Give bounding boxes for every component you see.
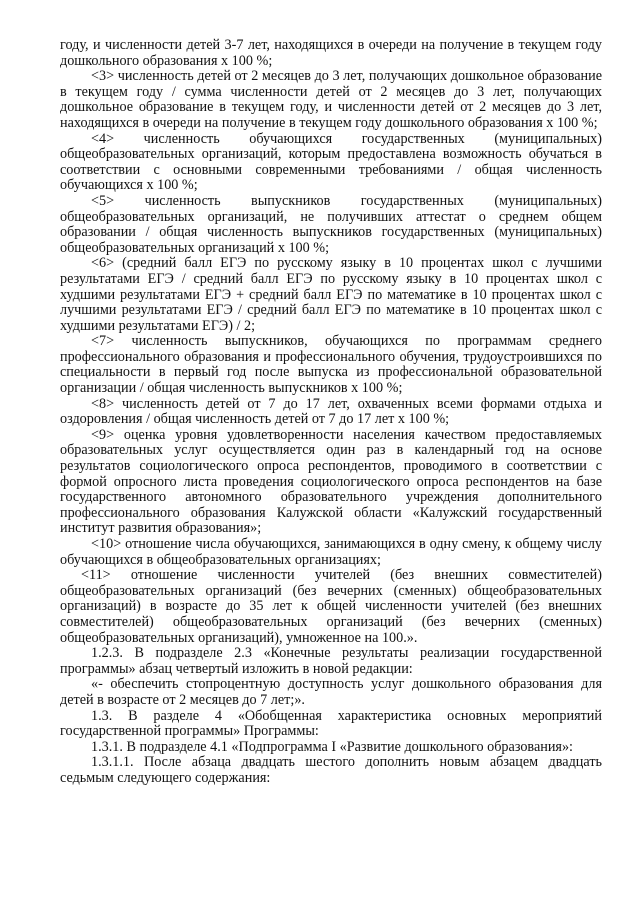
clause-1-2-3-quote: «- обеспечить стопроцентную доступность услуг дошкольного образования для детей в возрасте от 2 месяцев до 7 лет;». xyxy=(60,676,602,708)
footnote-3: <3> численность детей от 2 месяцев до 3 лет, получающих дошкольное образование в текущем году / сумма численности детей от 2 месяцев до 3 лет, получающих дошкольное образование в текущем году, и численности детей от 2 месяцев до 3 лет, находящихся в очереди на получение в текущем году дошкольного образования х 100 %; xyxy=(60,68,602,131)
clause-1-3: 1.3. В разделе 4 «Обобщенная характеристика основных мероприятий государственной программы» Программы: xyxy=(60,707,602,740)
clause-1-2-3: 1.2.3. В подразделе 2.3 «Конечные результаты реализации государственной программы» абзац четвертый изложить в новой редакции: xyxy=(60,645,602,677)
clause-1-3-1-1: 1.3.1.1. После абзаца двадцать шестого дополнить новым абзацем двадцать седьмым следующего содержания: xyxy=(60,754,602,786)
document-body xyxy=(60,38,602,787)
footnote-4: <4> численность обучающихся государственных (муниципальных) общеобразовательных организаций, которым предоставлена возможность обучаться в соответствии с основными современными требованиями / общая численность обучающихся х 100 %; xyxy=(60,130,602,194)
footnote-9: <9> оценка уровня удовлетворенности населения качеством предоставляемых образовательных услуг осуществляется один раз в календарный год на основе результатов социологического опроса респондентов, проводимого в соответствии с формой опросного листа проведения социологического опроса респондентов на базе государственного автономного образовательного учреждения дополнительного профессионального образования Калужской области «Калужский государственный институт развития образования»; xyxy=(60,426,602,537)
footnote-5: <5> численность выпускников государственных (муниципальных) общеобразовательных организаций, не получивших аттестат о среднем общем образовании / общая численность выпускников государственных (муниципальных) общеобразовательных организаций х 100 %; xyxy=(60,192,602,256)
footnote-11: <11> отношение численности учителей (без внешних совместителей) общеобразовательных организаций (без вечерних (сменных) общеобразовательных организаций) в возрасте до 35 лет к общей численности учителей (без внешних совместителей) общеобразовательных организаций (без вечерних (сменных) общеобразовательных организаций), умноженное на 100.». xyxy=(60,567,602,646)
paragraph-continuation: году, и численности детей 3-7 лет, находящихся в очереди на получение в текущем году дошкольного образования х 100 %; xyxy=(60,37,602,69)
clause-1-3-1: 1.3.1. В подразделе 4.1 «Подпрограмма I «Развитие дошкольного образования»: xyxy=(91,738,573,755)
footnote-10: <10> отношение числа обучающихся, занимающихся в одну смену, к общему числу обучающихся в общеобразовательных организациях; xyxy=(60,536,602,568)
footnote-8: <8> численность детей от 7 до 17 лет, охваченных всеми формами отдыха и оздоровления / общая численность детей от 7 до 17 лет х 100 %; xyxy=(60,395,602,428)
footnote-6: <6> (средний балл ЕГЭ по русскому языку в 10 процентах школ с лучшими результатами ЕГЭ / средний балл ЕГЭ по русскому языку в 10 процентах школ с худшими результатами ЕГЭ + средний балл ЕГЭ по математике в 10 процентах школ с лучшими результатами ЕГЭ / средний балл ЕГЭ по математике в 10 процентах школ с худшими результатами ЕГЭ) / 2; xyxy=(60,255,602,334)
footnote-7: <7> численность выпускников, обучающихся по программам среднего профессионального образования и профессионального обучения, трудоустроившихся по специальности в первый год после выпуска из профессиональной образовательной организации / общая численность выпускников х 100 %; xyxy=(60,333,602,397)
